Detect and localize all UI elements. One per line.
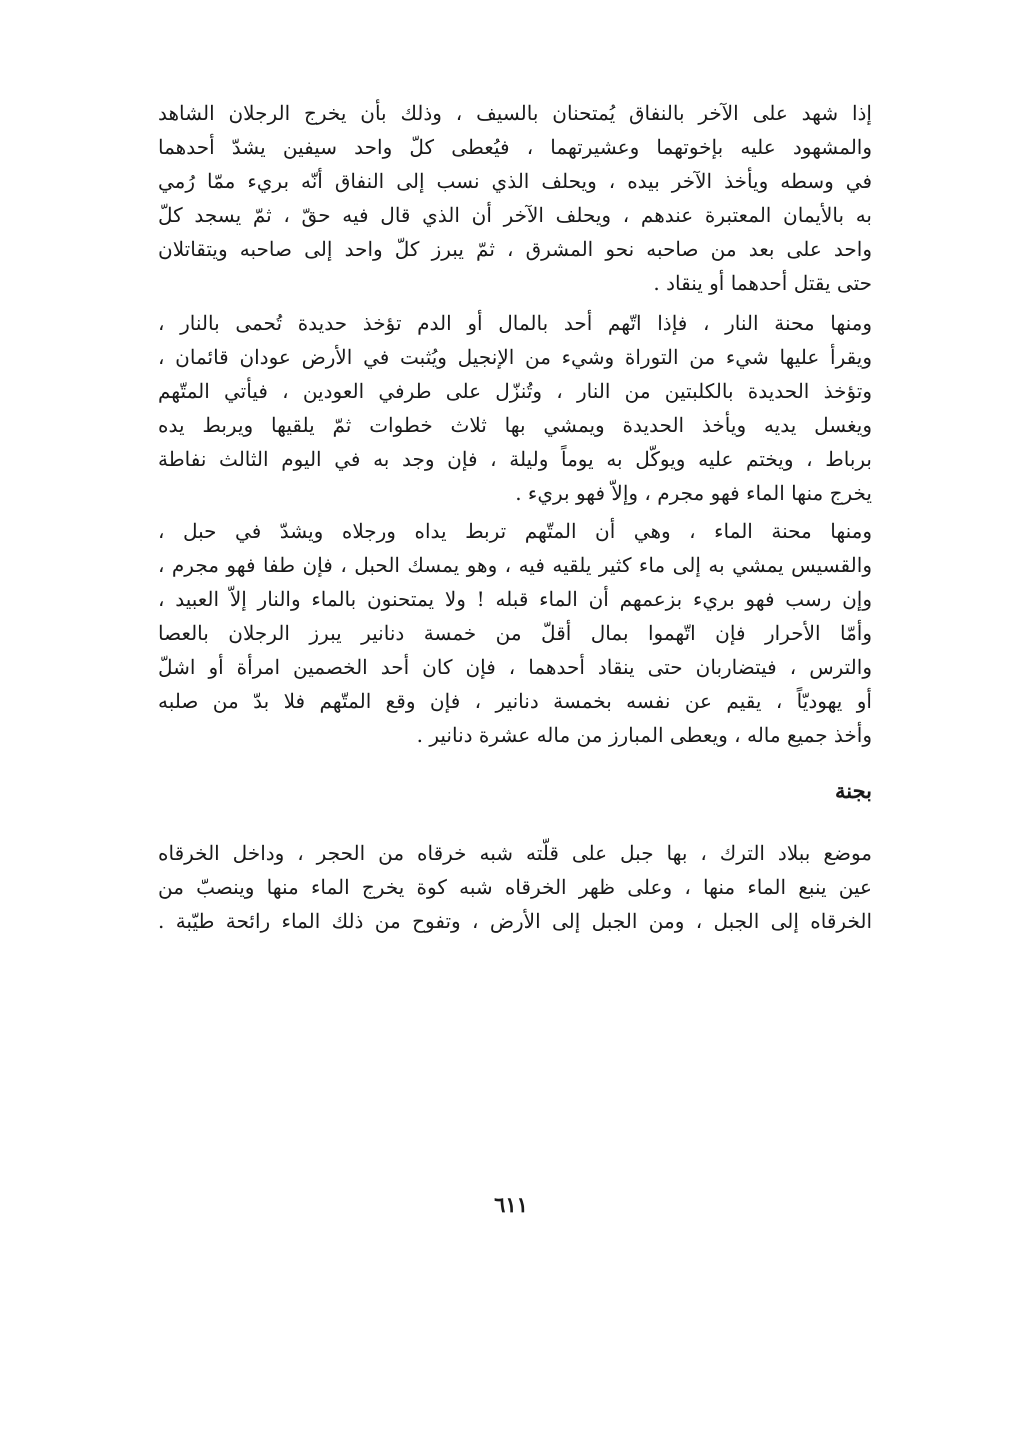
text-line: ومنها محنة النار ، فإذا اتّهم أحد بالمال أو الدم تؤخذ حديدة تُحمى بالنار ، [158, 311, 872, 335]
text-line: في وسطه ويأخذ الآخر بيده ، ويحلف الذي نسب إلى النفاق أنّه بريء ممّا رُمي [158, 169, 872, 193]
text-line: حتى يقتل أحدهما أو ينقاد . [653, 271, 872, 295]
text-line: والقسيس يمشي به إلى ماء كثير يلقيه فيه ، وهو يمسك الحبل ، فإن طفا فهو مجرم ، [158, 553, 872, 577]
paragraph-sword-trial [158, 96, 872, 300]
text-line: وتؤخذ الحديدة بالكلبتين من النار ، وتُنزّل على طرفي العودين ، فيأتي المتّهم [158, 379, 872, 403]
text-line: ويغسل يديه ويأخذ الحديدة ويمشي بها ثلاث خطوات ثمّ يلقيها ويربط يده [158, 413, 872, 437]
paragraph-water-trial [158, 514, 872, 752]
text-line: والمشهود عليه بإخوتهما وعشيرتهما ، فيُعطى كلّ واحد سيفين يشدّ أحدهما [158, 135, 872, 159]
text-line: واحد على بعد من صاحبه نحو المشرق ، ثمّ يبرز كلّ واحد إلى صاحبه ويتقاتلان [158, 237, 872, 261]
paragraph-fire-trial [158, 306, 872, 510]
page-number: ٦١١ [494, 1192, 528, 1217]
text-line: أو يهوديّاً ، يقيم عن نفسه بخمسة دنانير ، فإن وقع المتّهم فلا بدّ من صلبه [158, 689, 872, 713]
text-line: وأخذ جميع ماله ، ويعطى المبارز من ماله عشرة دنانير . [416, 723, 872, 747]
text-line: ومنها محنة الماء ، وهي أن المتّهم تربط يداه ورجلاه ويشدّ في حبل ، [158, 519, 872, 543]
text-line: يخرج منها الماء فهو مجرم ، وإلاّ فهو بريء . [515, 481, 872, 505]
entry-heading: بجنة [835, 778, 872, 803]
text-line: والترس ، فيتضاربان حتى ينقاد أحدهما ، فإن كان أحد الخصمين امرأة أو اشلّ [158, 655, 872, 679]
text-line: وإن رسب فهو بريء بزعمهم أن الماء قبله ! ولا يمتحنون بالماء والنار إلاّ العبيد ، [158, 587, 872, 611]
text-line: الخرقاه إلى الجبل ، ومن الجبل إلى الأرض ، وتفوح من ذلك الماء رائحة طيّبة . [158, 909, 872, 933]
text-line: عين ينبع الماء منها ، وعلى ظهر الخرقاه شبه كوة يخرج الماء منها وينصبّ من [158, 875, 872, 899]
entry-paragraph [158, 836, 872, 938]
text-line: إذا شهد على الآخر بالنفاق يُمتحنان بالسيف ، وذلك بأن يخرج الرجلان الشاهد [158, 101, 872, 125]
text-line: برباط ، ويختم عليه ويوكّل به يوماً وليلة ، فإن وجد به في اليوم الثالث نفاطة [158, 447, 872, 471]
text-line: ويقرأ عليها شيء من التوراة وشيء من الإنجيل ويُثبت في الأرض عودان قائمان ، [158, 345, 872, 369]
text-line: موضع ببلاد الترك ، بها جبل على قلّته شبه خرقاه من الحجر ، وداخل الخرقاه [158, 841, 872, 865]
text-line: به بالأيمان المعتبرة عندهم ، ويحلف الآخر أن الذي قال فيه حقّ ، ثمّ يسجد كلّ [158, 203, 872, 227]
text-line: وأمّا الأحرار فإن اتّهموا بمال أقلّ من خمسة دنانير يبرز الرجلان بالعصا [158, 621, 872, 645]
